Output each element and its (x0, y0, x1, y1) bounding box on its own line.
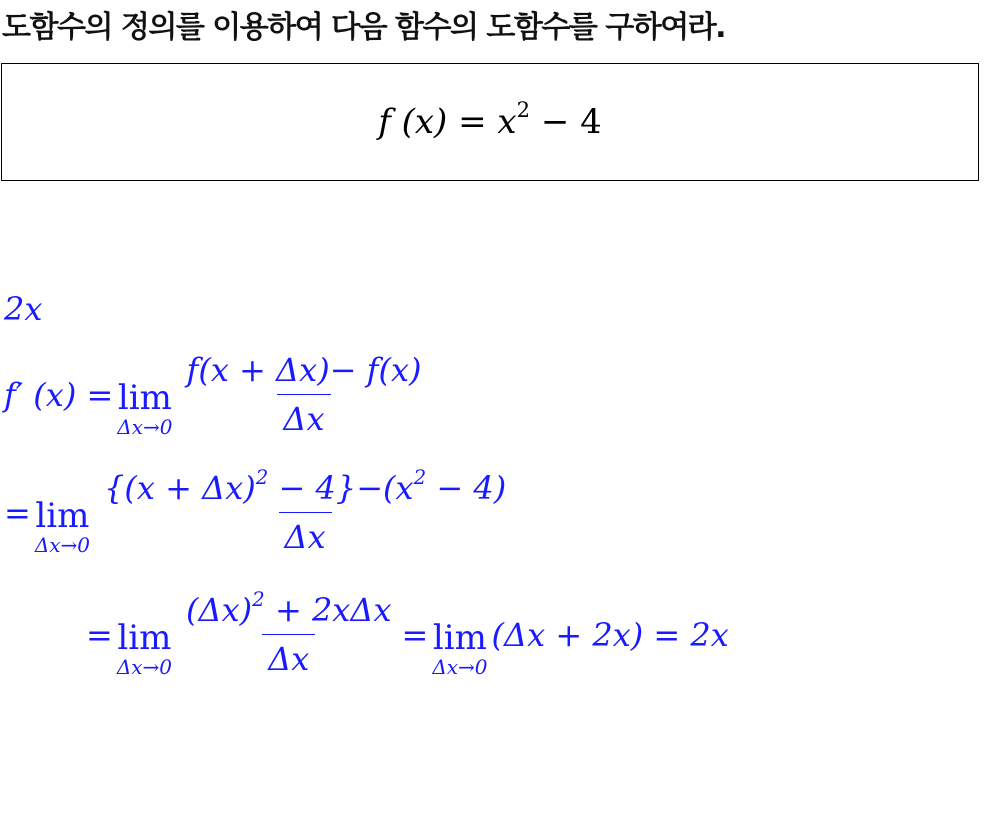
equals-sign: = (401, 615, 429, 654)
fraction-numerator (98, 468, 512, 512)
simplified-quotient (180, 590, 397, 679)
limit-subscript: Δx→0 (116, 654, 173, 679)
limit-word: lim (117, 617, 172, 658)
limit-operator (116, 617, 173, 679)
derivative-lhs: f′ (x) = (4, 375, 114, 414)
derivation-line-1 (4, 350, 432, 439)
fraction-numerator (180, 590, 397, 634)
limit-subscript: Δx→0 (432, 654, 488, 679)
derivation-line-3 (86, 590, 729, 679)
numerator-part-a: {(x + Δx) (104, 469, 256, 507)
function-exponent: 2 (516, 97, 531, 123)
numerator-part-b: + 2xΔx (264, 591, 392, 629)
limit-subscript: Δx→0 (117, 414, 173, 439)
limit-word: lim (35, 495, 90, 536)
question-prompt: 도함수의 정의를 이용하여 다음 함수의 도함수를 구하여라. (2, 10, 726, 45)
numerator-part-b: − 4}−(x (268, 469, 414, 507)
derivation-line-2 (4, 468, 516, 557)
equals-sign: = (4, 493, 31, 532)
limit-word: lim (432, 617, 487, 658)
limit-operator (432, 617, 488, 679)
equals-sign: = (86, 615, 113, 654)
fraction-numerator: f(x + Δx)− f(x) (186, 351, 422, 389)
fraction-denominator: Δx (277, 394, 330, 439)
expanded-quotient (98, 468, 512, 557)
limit-operator (117, 377, 173, 439)
fraction-denominator: Δx (262, 634, 315, 679)
function-lhs: f (x) = (378, 102, 498, 142)
limit-operator (34, 495, 91, 557)
numerator-exponent-b: 2 (413, 466, 427, 490)
function-base: x (497, 102, 517, 142)
limit-result: (Δx + 2x) = 2x (491, 615, 729, 654)
numerator-exponent-a: 2 (252, 588, 265, 612)
limit-subscript: Δx→0 (34, 532, 91, 557)
numerator-part-a: (Δx) (186, 591, 253, 629)
fraction-denominator: Δx (279, 512, 332, 557)
final-answer: 2x (4, 290, 43, 328)
numerator-exponent-a: 2 (255, 466, 269, 490)
limit-word: lim (117, 377, 172, 418)
difference-quotient (181, 350, 428, 439)
numerator-part-c: − 4) (426, 469, 507, 507)
function-tail: − 4 (530, 102, 602, 142)
